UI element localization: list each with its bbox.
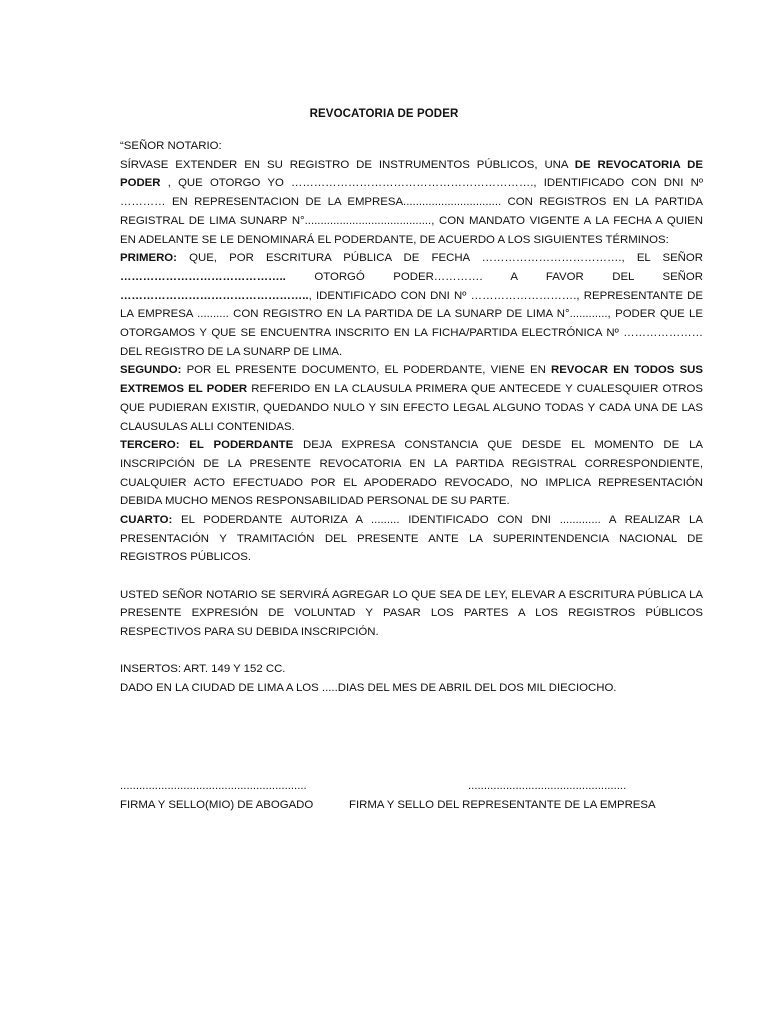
intro-text-2: , QUE OTORGO YO ………………………………………………………., IDENTIFICADO CON DNI Nº ………… EN REPRESENTACION DE LA EMPRESA............................... CON REGISTROS EN LA PARTIDA REGISTRAL DE LIMA SUNARP N°........................................, CON MANDATO VIGENTE A LA FECHA A QUIEN EN ADELANTE SE LE DENOMINARÁ EL PODERDANTE, DE ACUERDO A LOS SIGUIENTES TÉRMINOS: xyxy=(120,177,703,246)
spacer xyxy=(120,567,703,586)
spacer xyxy=(120,642,703,661)
intro-text-1: SÍRVASE EXTENDER EN SU REGISTRO DE INSTRUMENTOS PÚBLICOS, UNA xyxy=(120,158,575,171)
intro-paragraph xyxy=(120,156,703,250)
clause-primero-text-2: OTORGÓ PODER…………. A FAVOR DEL SEÑOR xyxy=(285,270,703,283)
clause-cuarto-label: CUARTO: xyxy=(120,514,173,527)
signature-line-left: ........................................................... xyxy=(120,780,307,792)
clause-segundo-bold-1: REVOCAR EN TODOS SUS EXTREMOS EL PODER xyxy=(120,364,703,396)
dado-line: DADO EN LA CIUDAD DE LIMA A LOS .....DIAS DEL MES DE ABRIL DEL DOS MIL DIECIOCHO. xyxy=(120,681,617,694)
clause-primero-bold-1: …………………………………….. xyxy=(120,270,286,283)
clause-tercero-text-1: DEJA EXPRESA CONSTANCIA QUE DESDE EL MOMENTO DE LA INSCRIPCIÓN DE LA PRESENTE REVOCATORIA EN LA PARTIDA REGISTRAL CORRESPONDIENTE, CUALQUIER ACTO EFECTUADO POR EL APODERADO REVOCADO, NO IMPLICA REPRESENTACIÓN DEBIDA MUCHO MENOS RESPONSABILIDAD PERSONAL DE SU PARTE. xyxy=(120,439,703,508)
signature-label-right: FIRMA Y SELLO DEL REPRESENTANTE DE LA EMPRESA xyxy=(349,799,656,811)
document-title: REVOCATORIA DE PODER xyxy=(309,108,459,120)
clause-primero-bold-2: ………………………………………….. xyxy=(120,289,309,302)
clause-primero-text-1: QUE, POR ESCRITURA PÚBLICA DE FECHA ………………………………., EL SEÑOR xyxy=(176,252,703,265)
insertos-line: INSERTOS: ART. 149 Y 152 CC. xyxy=(120,663,286,676)
clause-primero-label: PRIMERO: xyxy=(120,252,177,265)
clause-segundo xyxy=(120,361,703,436)
clause-tercero-label: TERCERO: EL PODERDANTE xyxy=(120,439,294,452)
clause-tercero xyxy=(120,436,703,511)
clause-segundo-text-1: POR EL PRESENTE DOCUMENTO, EL PODERDANTE, VIENE EN xyxy=(181,364,551,377)
document-body xyxy=(120,137,703,698)
signature-line-right: .................................................. xyxy=(468,780,627,792)
clause-cuarto-text-1: EL PODERDANTE AUTORIZA A ......... IDENTIFICADO CON DNI ............. A REALIZAR LA PRESENTACIÓN Y TRAMITACIÓN DEL PRESENTE ANTE LA SUPERINTENDENCIA NACIONAL DE REGISTROS PÚBLICOS. xyxy=(120,514,703,564)
clause-cuarto xyxy=(120,511,703,567)
clause-segundo-text-2: REFERIDO EN LA CLAUSULA PRIMERA QUE ANTECEDE Y CUALESQUIER OTROS QUE PUDIERAN EXISTIR, QUEDANDO NULO Y SIN EFECTO LEGAL ALGUNO TODAS Y CADA UNA DE LAS CLAUSULAS ALLI CONTENIDAS. xyxy=(120,383,703,433)
intro-bold-1: DE REVOCATORIA DE PODER xyxy=(120,158,703,190)
closing-paragraph: USTED SEÑOR NOTARIO SE SERVIRÁ AGREGAR LO QUE SEA DE LEY, ELEVAR A ESCRITURA PÚBLICA LA PRESENTE EXPRESIÓN DE VOLUNTAD Y PASAR LOS PARTES A LOS REGISTROS PÚBLICOS RESPECTIVOS PARA SU DEBIDA INSCRIPCIÓN. xyxy=(120,588,703,639)
clause-primero xyxy=(120,249,703,361)
clause-segundo-label: SEGUNDO: xyxy=(120,364,182,377)
signature-label-left: FIRMA Y SELLO(MIO) DE ABOGADO xyxy=(120,799,314,811)
clause-primero-text-3: , IDENTIFICADO CON DNI Nº ………………………., REPRESENTANTE DE LA EMPRESA .......... CON REGISTRO EN LA PARTIDA DE LA SUNARP DE LIMA N°............, PODER QUE LE OTORGAMOS Y QUE SE ENCUENTRA INSCRITO EN LA FICHA/PARTIDA ELECTRÓNICA Nº ………………… DEL REGISTRO DE LA SUNARP DE LIMA. xyxy=(120,289,703,358)
salutation: “SEÑOR NOTARIO: xyxy=(120,140,222,152)
